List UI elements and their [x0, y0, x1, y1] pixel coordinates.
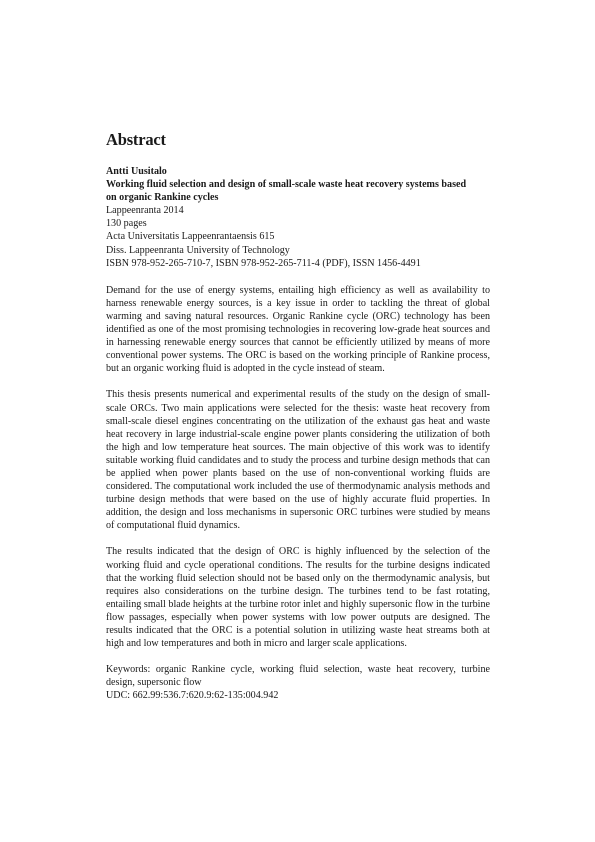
series-name: Acta Universitatis Lappeenrantaensis 615	[106, 231, 275, 243]
udc-code: UDC: 662.99:536.7:620.9:62-135:004.942	[106, 690, 279, 702]
dissertation-note: Diss. Lappeenranta University of Technology	[106, 244, 290, 256]
abstract-paragraph-1: Demand for the use of energy systems, entailing high efficiency as well as availability to harness renewable energy sources, is a key issue in order to tackling the threat of global warming and saving natural resources. Organic Rankine cycle (ORC) technology has been identified as one of the most promising technologies in recovering low-grade heat sources and in harnessing renewable energy sources that cannot be efficiently utilized by means of more conventional power systems. The ORC is based on the working principle of Rankine process, but an organic working fluid is adopted in the cycle instead of steam.	[106, 284, 490, 375]
thesis-title-line-2: on organic Rankine cycles	[106, 192, 219, 204]
keywords-block	[106, 663, 490, 702]
abstract-paragraph-2: This thesis presents numerical and experimental results of the study on the design of small-scale ORCs. Two main applications were selected for the thesis: waste heat recovery from small-scale diesel engines concentrating on the utilization of the exhaust gas heat and waste heat recovery in large industrial-scale engine power plants considering the utilization of both the high and low temperature heat sources. The main objective of this work was to identify suitable working fluid candidates and to study the process and turbine design methods that can be applied when power plants based on the use of non-conventional working fluids are considered. The computational work included the use of thermodynamic analysis methods and turbine design methods that were based on the use of highly accurate fluid properties. In addition, the design and loss mechanisms in supersonic ORC turbines were studied by means of computational fluid dynamics.	[106, 389, 490, 532]
isbn-line: ISBN 978-952-265-710-7, ISBN 978-952-265-711-4 (PDF), ISSN 1456-4491	[106, 257, 421, 269]
abstract-page	[106, 130, 490, 702]
author-name: Antti Uusitalo	[106, 166, 167, 177]
bibliographic-info	[106, 165, 490, 270]
abstract-heading: Abstract	[106, 130, 166, 149]
keywords: Keywords: organic Rankine cycle, working fluid selection, waste heat recovery, turbine design, supersonic flow	[106, 664, 490, 689]
page-count: 130 pages	[106, 218, 147, 230]
place-year: Lappeenranta 2014	[106, 205, 184, 217]
thesis-title-line-1: Working fluid selection and design of small-scale waste heat recovery systems based	[106, 179, 467, 191]
abstract-paragraph-3: The results indicated that the design of ORC is highly influenced by the selection of the working fluid and cycle operational conditions. The results for the turbine designs indicated that the working fluid selection should not be based only on the thermodynamic analysis, but requires also considerations on the turbine design. The turbines tend to be fast rotating, entailing small blade heights at the turbine rotor inlet and highly supersonic flow in the turbine flow passages, especially when power systems with low power outputs are designed. The results indicated that the ORC is a potential solution in utilizing waste heat streams both at high and low temperatures and both in micro and larger scale applications.	[106, 546, 490, 650]
